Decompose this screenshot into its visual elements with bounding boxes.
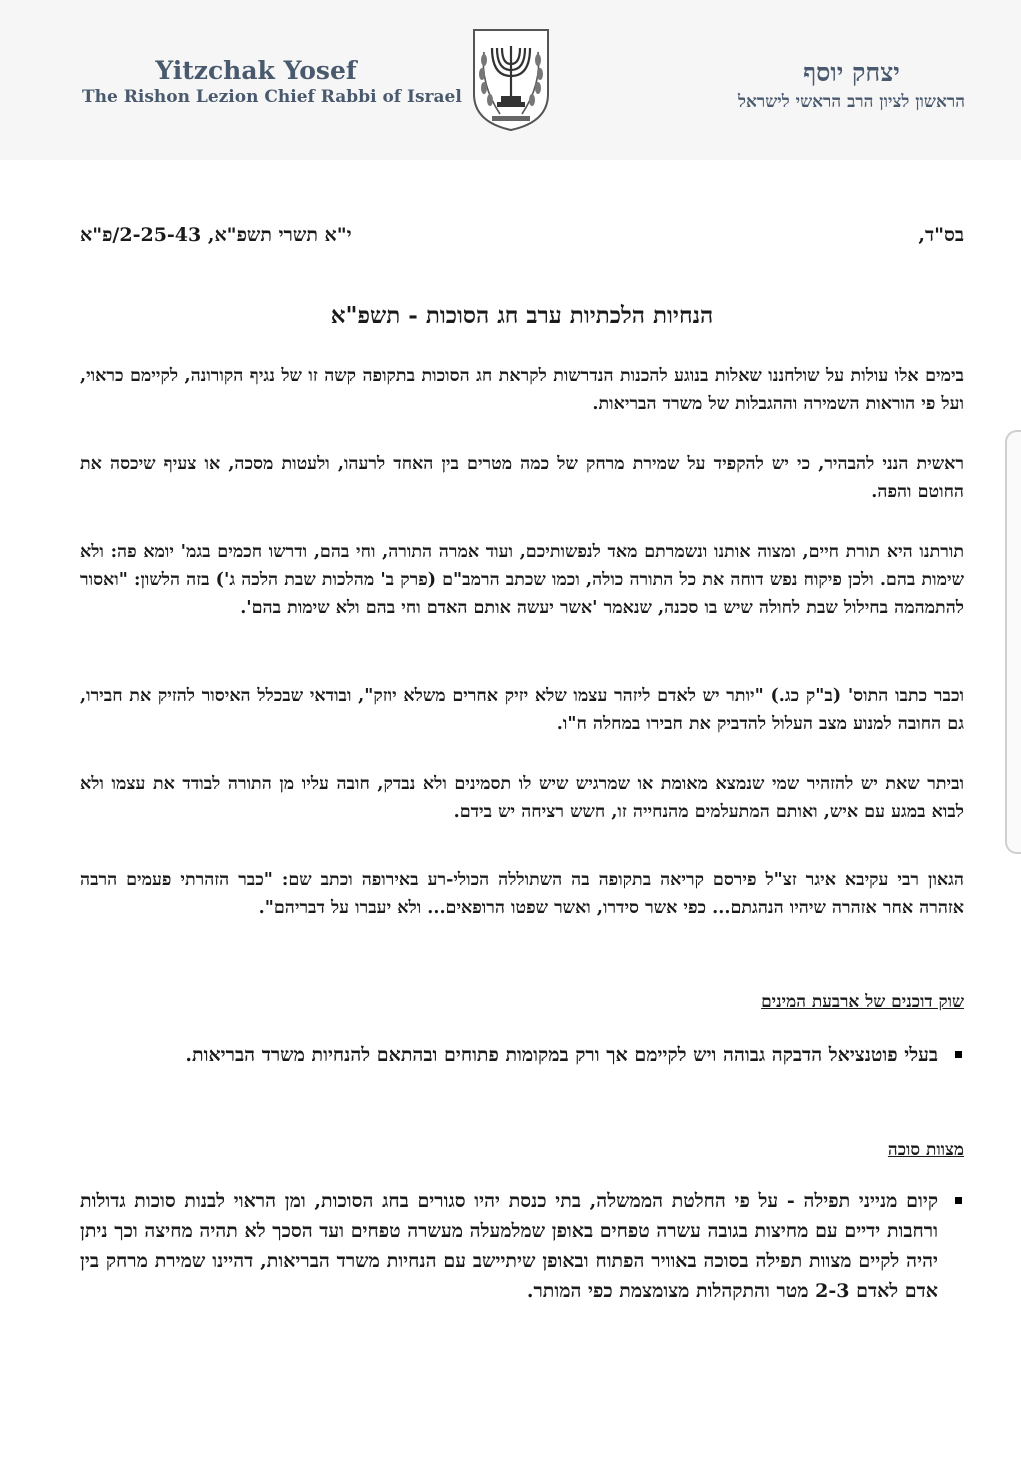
- paragraph-1-block: [80, 362, 964, 418]
- letterhead-english: [82, 56, 462, 107]
- section-1-heading: שוק דוכנים של ארבעת המינים: [761, 992, 964, 1012]
- section-2: [80, 1140, 964, 1160]
- section-2-bullet-text: - על פי החלטת הממשלה, בתי כנסת יהיו סגורים בחג הסוכות, ומן הראוי לבנות סוכות גדולות ורחבות ידיים עם מחיצות בגובה עשרה טפחים באופן שמלמעלה מעשרה טפחים ועד הסכך לא תהיה מחיצה וכך ניתן יהיה לקיים מצוות תפילה בסוכה באוויר הפתוח ובאופן שיתיישב עם הנחיות משרד הבריאות, דהיינו שמירת מרחק בין אדם לאדם 2-3 מטר והתקהלות מצומצמת כפי המותר.: [80, 1190, 938, 1302]
- hebrew-name: יצחק יוסף: [803, 58, 900, 87]
- paragraph-5-block: [80, 770, 964, 826]
- english-role: The Rishon Lezion Chief Rabbi of Israel: [82, 87, 462, 107]
- paragraph-2: ראשית הנני להבהיר, כי יש להקפיד על שמירת מרחק של כמה מטרים בין האחד לרעהו, ולעטות מסכה, או צעיף שיכסה את החוטם והפה.: [80, 454, 964, 502]
- paragraph-6-block: [80, 866, 964, 922]
- paragraph-2-block: [80, 450, 964, 506]
- dateline: [80, 224, 964, 247]
- section-2-bullet: [80, 1186, 964, 1306]
- hebrew-role: הראשון לציון הרב הראשי לישראל: [738, 92, 965, 112]
- letterhead: [0, 0, 1021, 160]
- paragraph-3: תורתנו היא תורת חיים, ומצוה אותנו ונשמרתם מאד לנפשותיכם, ועוד אמרה התורה, וחי בהם, ודרשו חכמים בגמ' יומא פה: ולא שימות בהם. ולכן פיקוח נפש דוחה את כל התורה כולה, וכמו שכתב הרמב"ם (פרק ב' מהלכות שבת הלכה ג') בזה הלשון: "ואסור להתמהמה בחילול שבת לחולה שיש בו סכנה, שנאמר 'אשר יעשה אותם האדם וחי בהם ולא שימות בהם'.: [80, 542, 964, 618]
- letterhead-hebrew: [738, 58, 965, 112]
- section-1-bullet-block: [80, 1040, 964, 1070]
- section-2-bullet-lead: קיום מנייני תפילה: [803, 1190, 938, 1212]
- paragraph-4-block: [80, 682, 964, 738]
- bsd-mark: בס"ד,: [918, 224, 964, 246]
- document-title: הנחיות הלכתיות ערב חג הסוכות - תשפ"א: [330, 302, 714, 329]
- section-1: [80, 992, 964, 1012]
- date-reference: י"א תשרי תשפ"א, 2-25-43/פ"א: [80, 224, 352, 246]
- paragraph-4: וכבר כתבו התוס' (ב"ק כג.) "יותר יש לאדם ליזהר עצמו שלא יזיק אחרים משלא יוזק", ובודאי שבכלל האיסור להזיק את חבירו, גם החובה למנוע מצב העלול להדביק את חבירו במחלה ח"ו.: [80, 686, 964, 734]
- paragraph-3-block: [80, 538, 964, 622]
- state-emblem-icon: [470, 24, 552, 132]
- paragraph-5: וביתר שאת יש להזהיר שמי שנמצא מאומת או שמרגיש שיש לו תסמינים ולא נבדק, חובה עליו מן התורה לבודד את עצמו ולא לבוא במגע עם איש, ואותם המתעלמים מהנחייה זו, חשש רציחה יש בידם.: [80, 774, 964, 822]
- section-1-bullet-text: בעלי פוטנציאל הדבקה גבוהה ויש לקיימם אך ורק במקומות פתוחים ובהתאם להנחיות משרד הבריאות.: [185, 1044, 938, 1066]
- bullet-square-icon: [955, 1051, 962, 1058]
- english-name: Yitzchak Yosef: [155, 56, 357, 85]
- section-2-bullet-block: [80, 1186, 964, 1306]
- section-2-heading: מצוות סוכה: [887, 1140, 964, 1160]
- section-1-bullet: [80, 1040, 964, 1070]
- paragraph-6: הגאון רבי עקיבא איגר זצ"ל פירסם קריאה בתקופה בה השתוללה הכולי-רע באירופה וכתב שם: "כבר הזהרתי פעמים הרבה אזהרה אחר אזהרה שיהיו הנהגתם... כפי אשר סידרו, ואשר שפטו הרופאים... ולא יעברו על דבריהם".: [80, 870, 964, 918]
- bullet-square-icon: [955, 1197, 962, 1204]
- page-edge-tab: [1005, 430, 1021, 854]
- paragraph-1: בימים אלו עולות על שולחננו שאלות בנוגע להכנות הנדרשות לקראת חג הסוכות בתקופה קשה זו של נגיף הקורונה, לקיימם כראוי, ועל פי הוראות השמירה וההגבלות של משרד הבריאות.: [80, 366, 964, 414]
